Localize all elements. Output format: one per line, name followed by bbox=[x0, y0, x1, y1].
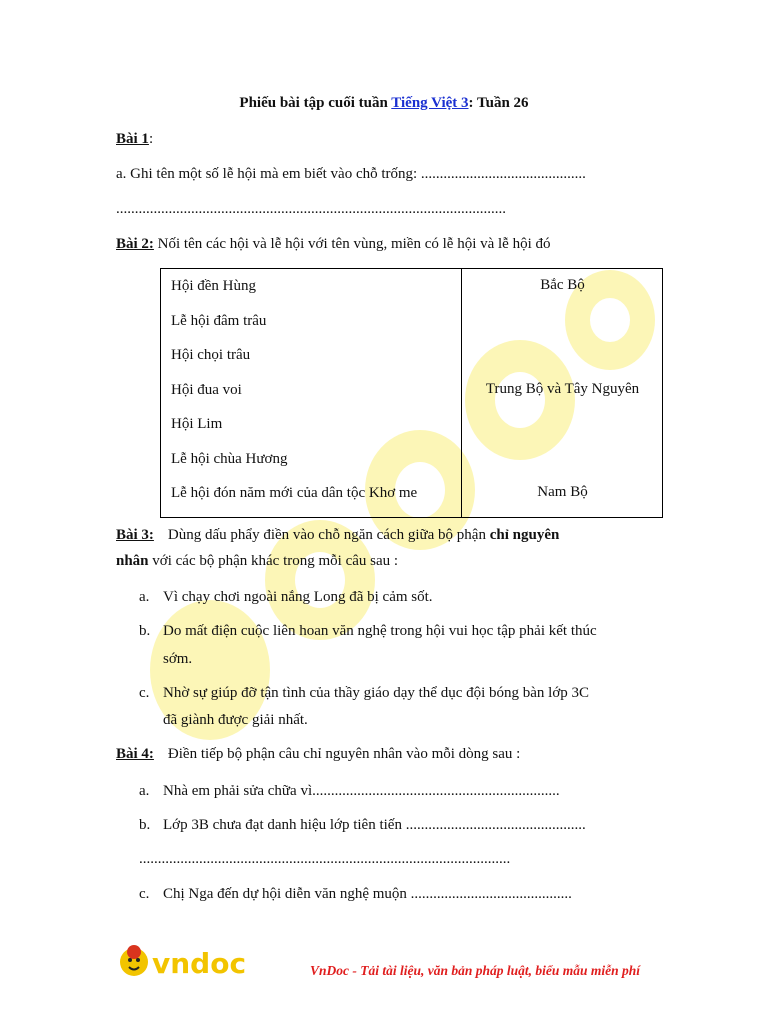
festival-item: Hội Lim bbox=[171, 416, 223, 432]
bai3-item-marker: a. bbox=[139, 589, 150, 605]
bai3-heading bbox=[116, 527, 559, 544]
bai3-intro: Dùng dấu phẩy điền vào chỗ ngăn cách giữa bộ phận bbox=[167, 527, 490, 543]
bai3-intro-line2 bbox=[116, 553, 398, 570]
bai1-line-a: a. Ghi tên một số lễ hội mà em biết vào chỗ trống: ............................................ bbox=[116, 166, 586, 182]
matching-table bbox=[160, 268, 663, 518]
vndoc-logo[interactable] bbox=[116, 940, 256, 989]
bai2-text: Nối tên các hội và lễ hội với tên vùng, miền có lễ hội và lễ hội đó bbox=[153, 236, 551, 252]
bai1-colon: : bbox=[148, 131, 154, 147]
logo-text: vndoc bbox=[152, 947, 247, 980]
bai3-intro-rest: với các bộ phận khác trong mỗi câu sau : bbox=[148, 553, 399, 569]
region-item: Trung Bộ và Tây Nguyên bbox=[485, 381, 640, 397]
bai1-label: Bài 1 bbox=[116, 131, 149, 147]
bai4-dotline: ................................................................................................... bbox=[139, 851, 511, 867]
title-prefix: Phiếu bài tập cuối tuần bbox=[239, 95, 392, 111]
page-title bbox=[0, 95, 768, 112]
bai4-item-text: Chị Nga đến dự hội diễn văn nghệ muộn ........................................... bbox=[163, 886, 572, 902]
bai4-heading bbox=[116, 746, 520, 763]
festival-item: Lễ hội đón năm mới của dân tộc Khơ me bbox=[171, 485, 418, 501]
bai4-item-marker: a. bbox=[139, 783, 150, 799]
festival-column bbox=[161, 269, 462, 518]
title-suffix: : Tuần 26 bbox=[468, 95, 529, 111]
region-item: Nam Bộ bbox=[537, 484, 588, 500]
region-item: Bắc Bộ bbox=[540, 277, 585, 293]
bai4-item-text: Nhà em phải sửa chữa vì.................................................................. bbox=[163, 783, 560, 799]
festival-item: Lễ hội đâm trâu bbox=[171, 312, 267, 329]
festival-item: Hội đền Hùng bbox=[171, 278, 256, 294]
festival-item: Hội đua voi bbox=[171, 381, 242, 398]
bai4-item-marker: b. bbox=[139, 817, 151, 833]
bai3-item-marker: b. bbox=[139, 623, 151, 639]
title-link[interactable]: Tiếng Việt 3 bbox=[391, 95, 469, 111]
festival-item: Lễ hội chùa Hương bbox=[171, 450, 288, 467]
bai4-label: Bài 4: bbox=[116, 746, 154, 762]
bai4-intro: Điền tiếp bộ phận câu chỉ nguyên nhân vào mỗi dòng sau : bbox=[167, 746, 521, 762]
footer-tagline: VnDoc - Tải tài liệu, văn bản pháp luật, biểu mẫu miễn phí bbox=[309, 963, 640, 978]
bai3-label: Bài 3: bbox=[116, 527, 154, 543]
bai4-item-marker: c. bbox=[139, 886, 150, 902]
bai4-item-text: Lớp 3B chưa đạt danh hiệu lớp tiên tiến ................................................ bbox=[163, 817, 586, 833]
bai3-item-line: Do mất điện cuộc liên hoan văn nghệ trong hội vui học tập phải kết thúc bbox=[163, 623, 597, 639]
bai3-item-line: Vì chạy chơi ngoài nắng Long đã bị cảm sốt. bbox=[163, 589, 433, 605]
bai3-item-line2: sớm. bbox=[163, 651, 193, 667]
bai3-item-line: Nhờ sự giúp đỡ tận tình của thầy giáo dạy thể dục đội bóng bàn lớp 3C bbox=[163, 685, 590, 701]
logo-mascot-icon bbox=[116, 940, 256, 984]
bai1-heading bbox=[116, 131, 153, 148]
bai2-heading bbox=[116, 236, 551, 253]
bai2-label: Bài 2: bbox=[116, 236, 154, 252]
bai3-intro-bold2: nhân bbox=[116, 553, 149, 569]
bai3-intro-bold: chỉ nguyên bbox=[489, 527, 560, 543]
region-column bbox=[462, 269, 663, 518]
bai3-item-line2: đã giành được giải nhất. bbox=[163, 712, 308, 728]
bai1-line-a2: ........................................................................................................ bbox=[116, 201, 506, 217]
bai3-item-marker: c. bbox=[139, 685, 150, 701]
festival-item: Hội chọi trâu bbox=[171, 347, 251, 363]
